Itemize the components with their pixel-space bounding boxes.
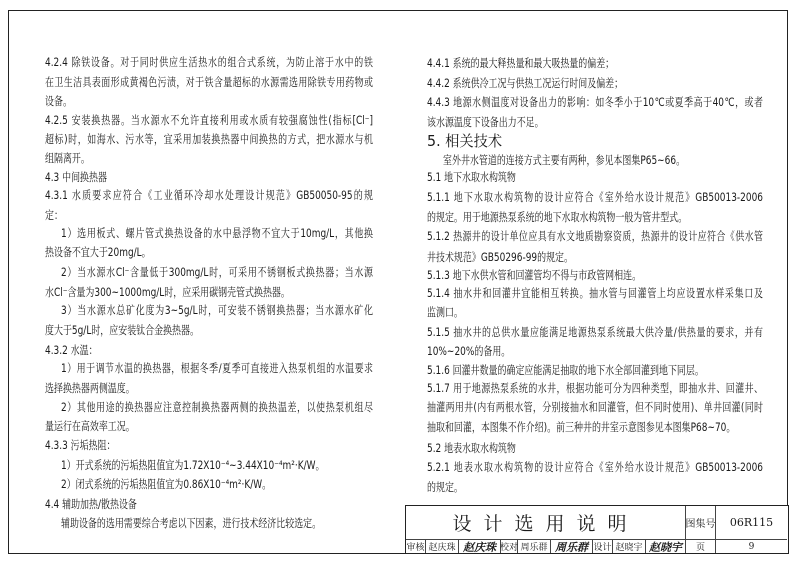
text-line: 设备。: [45, 94, 72, 108]
text-line: 抽取和回灌，本图集不作介绍)。前三种井的井室示意图参见本图集P68~70。: [427, 420, 736, 434]
text-line: 5.1.3 地下水供水管和回灌管均不得与市政管网相连。: [427, 268, 642, 282]
design-label: 设计: [593, 540, 613, 553]
text-line: 组隔离开。: [45, 151, 90, 165]
text-line: 5.2.1 地表水取水构筑物的设计应符合《室外给水设计规范》GB50013-2006: [427, 460, 763, 474]
text-line: 超标)时，如海水、污水等，宜采用加装换热器中间换热的方式，把水源水与机: [45, 132, 373, 146]
text-line: 5.1.1 地下水取水构筑物的设计应符合《室外给水设计规范》GB50013-2006: [427, 190, 763, 204]
text-line: 5.1 地下水取水构筑物: [427, 170, 516, 184]
text-line: 3）当水源水总矿化度为3~5g/L时，可安装不锈钢换热器；当水源水矿化: [61, 303, 373, 317]
designer-name: 赵晓宇: [613, 540, 646, 553]
text-line: 在卫生洁具表面形成黄褐色污渍，对于铁含量超标的水源需选用除铁专用药物或: [45, 75, 373, 89]
text-line: 水Cl⁻含量为300~1000mg/L时，应采用碳钢壳管式换热器。: [45, 285, 290, 299]
text-line: 5.1.2 热源井的设计单位应具有水文地质勘察资质，热源井的设计应符合《供水管: [427, 229, 763, 243]
text-line: 抽灌两用井(内有两根水管，分别接抽水和回灌管，但不同时使用)、单井回灌(同时: [427, 400, 763, 414]
text-line: 4.4 辅助加热/散热设备: [45, 497, 137, 511]
text-line: 的规定。用于地源热泵系统的地下水取水构筑物一般为管井型式。: [427, 210, 688, 224]
text-line: 4.4.1 系统的最大释热量和最大吸热量的偏差；: [427, 56, 615, 70]
text-line: 4.3.1 水质要求应符合《工业循环冷却水处理设计规范》GB50050-95的规: [45, 188, 373, 202]
text-line: 1）选用板式、螺片管式换热设备的水中悬浮物不宜大于10mg/L，其他换: [61, 226, 373, 240]
section-heading: 5. 相关技术: [427, 132, 503, 150]
text-line: 度大于5g/L时，应安装钛合金换热器。: [45, 323, 199, 337]
text-line: 热设备不宜大于20mg/L。: [45, 245, 151, 259]
text-line: 5.1.7 用于地源热泵系统的水井，根据功能可分为四种类型，即抽水井、回灌井、: [427, 381, 763, 395]
text-line: 2）其他用途的换热器应注意控制换热器两侧的换热温差，以使热泵机组尽: [61, 400, 373, 414]
atlas-number: 06R115: [716, 506, 787, 540]
designer-signature: 赵晓宇: [646, 540, 686, 553]
text-line: 2）当水源水Cl⁻含量低于300mg/L时，可采用不锈钢板式换热器；当水源: [61, 265, 373, 279]
text-line: 室外井水管道的连接方式主要有两种，参见本图集P65~66。: [443, 153, 686, 167]
page-label: 页: [686, 540, 716, 553]
text-line: 该水源温度下设备出力不足。: [427, 115, 544, 129]
reviewer-signature: 赵庆珠: [459, 540, 501, 553]
text-line: 监测口。: [427, 305, 463, 319]
text-line: 5.2 地表水取水构筑物: [427, 441, 516, 455]
text-line: 4.3.3 污垢热阻：: [45, 438, 116, 452]
text-line: 5.1.6 回灌井数量的确定应能满足抽取的地下水全部回灌到地下同层。: [427, 363, 704, 377]
drawing-title: 设计选用说明: [406, 506, 686, 540]
text-line: 1）开式系统的污垢热阻值宜为1.72X10⁻⁴~3.44X10⁻⁴m²·K/W。: [61, 458, 325, 472]
text-line: 4.3.2 水温：: [45, 343, 98, 357]
text-line: 4.4.3 地源水侧温度对设备出力的影响：如冬季小于10℃或夏季高于40℃，或者: [427, 95, 763, 109]
text-line: 定：: [45, 208, 63, 222]
text-line: 4.4.2 系统供冷工况与供热工况运行时间及偏差；: [427, 76, 624, 90]
text-line: 5.1.5 抽水井的总供水量应能满足地源热泵系统最大供冷量/供热量的要求，并有: [427, 325, 763, 339]
review-label: 审核: [406, 540, 426, 553]
text-line: 5.1.4 抽水井和回灌井宜能相互转换。抽水管与回灌管上均应设置水样采集口及: [427, 286, 763, 300]
text-line: 2）闭式系统的污垢热阻值宜为0.86X10⁻⁴m²·K/W。: [61, 477, 272, 491]
text-line: 井技术规范》GB50296-99的规定。: [427, 250, 573, 264]
checker-name: 周乐群: [518, 540, 551, 553]
text-line: 4.2.5 安装换热器。当水源水不允许直接利用或水质有较强腐蚀性(指标[Cl⁻]: [45, 113, 373, 127]
text-line: 量运行在高效率工况。: [45, 419, 135, 433]
checker-signature: 周乐群: [551, 540, 593, 553]
check-label: 校对: [501, 540, 518, 553]
text-line: 10%~20%的备用。: [427, 344, 511, 358]
text-line: 1）用于调节水温的换热器，根据冬季/夏季可直接进入热泵机组的水温要求: [61, 361, 373, 375]
title-block: [405, 505, 789, 554]
text-line: 辅助设备的选用需要综合考虑以下因素，进行技术经济比较选定。: [61, 516, 322, 530]
text-line: 4.2.4 除铁设备。对于同时供应生活热水的组合式系统，为防止溶于水中的铁: [45, 55, 373, 69]
atlas-number-label: 图集号: [686, 506, 716, 540]
reviewer-name: 赵庆珠: [426, 540, 459, 553]
text-line: 选择换热器两侧温度。: [45, 381, 135, 395]
text-line: 4.3 中间换热器: [45, 170, 107, 184]
page-number: 9: [748, 541, 755, 552]
text-line: 的规定。: [427, 480, 463, 494]
